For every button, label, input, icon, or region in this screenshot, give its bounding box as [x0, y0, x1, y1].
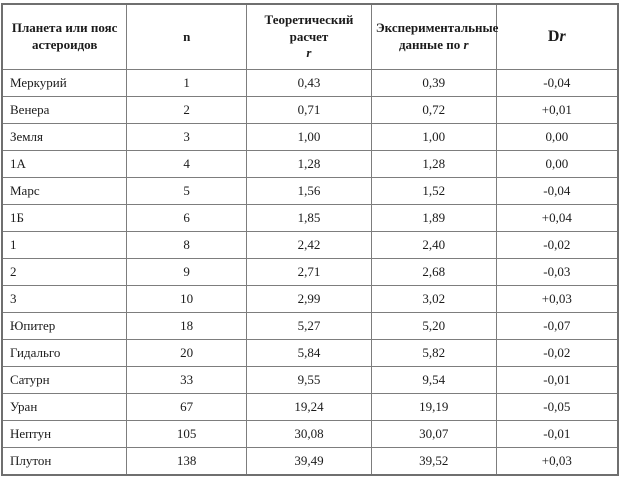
cell-n: 138 [127, 448, 247, 476]
cell-theoretical: 2,42 [247, 232, 372, 259]
header-n [127, 4, 247, 70]
cell-name: Марс [2, 178, 127, 205]
cell-theoretical: 19,24 [247, 394, 372, 421]
table-row [2, 313, 618, 340]
cell-theoretical: 30,08 [247, 421, 372, 448]
cell-experimental: 1,52 [371, 178, 496, 205]
cell-n: 1 [127, 70, 247, 97]
cell-dr: -0,02 [496, 232, 618, 259]
cell-name: Уран [2, 394, 127, 421]
cell-theoretical: 2,99 [247, 286, 372, 313]
cell-name: Земля [2, 124, 127, 151]
header-theoretical-r-symbol: r [306, 45, 312, 61]
cell-name: 1 [2, 232, 127, 259]
header-experimental-line2: данные по [398, 37, 461, 52]
cell-name: 1Б [2, 205, 127, 232]
cell-experimental: 3,02 [371, 286, 496, 313]
table-row [2, 151, 618, 178]
table-row [2, 367, 618, 394]
cell-theoretical: 0,71 [247, 97, 372, 124]
cell-n: 105 [127, 421, 247, 448]
header-planet-or-belt [2, 4, 127, 70]
cell-n: 10 [127, 286, 247, 313]
table-row [2, 286, 618, 313]
cell-experimental: 2,40 [371, 232, 496, 259]
cell-n: 67 [127, 394, 247, 421]
cell-name: 3 [2, 286, 127, 313]
cell-theoretical: 1,00 [247, 124, 372, 151]
table-row [2, 448, 618, 476]
table-row [2, 178, 618, 205]
cell-experimental: 1,89 [371, 205, 496, 232]
table-row [2, 70, 618, 97]
cell-n: 4 [127, 151, 247, 178]
cell-theoretical: 5,84 [247, 340, 372, 367]
cell-dr: -0,03 [496, 259, 618, 286]
cell-dr: 0,00 [496, 124, 618, 151]
table-row [2, 97, 618, 124]
cell-experimental: 5,20 [371, 313, 496, 340]
cell-dr: -0,01 [496, 421, 618, 448]
cell-name: Плутон [2, 448, 127, 476]
cell-dr: +0,03 [496, 448, 618, 476]
cell-n: 20 [127, 340, 247, 367]
header-theoretical-line1: Теоретический [264, 11, 354, 27]
cell-experimental: 1,00 [371, 124, 496, 151]
cell-name: Венера [2, 97, 127, 124]
header-dr-r-symbol: r [559, 27, 566, 45]
cell-dr: 0,00 [496, 151, 618, 178]
cell-name: 1А [2, 151, 127, 178]
table-body [2, 70, 618, 476]
header-experimental-line1: Экспериментальные [375, 20, 499, 36]
cell-dr: -0,07 [496, 313, 618, 340]
cell-dr: +0,01 [496, 97, 618, 124]
cell-name: Нептун [2, 421, 127, 448]
cell-experimental: 5,82 [371, 340, 496, 367]
cell-theoretical: 9,55 [247, 367, 372, 394]
table-row [2, 340, 618, 367]
cell-theoretical: 1,85 [247, 205, 372, 232]
cell-experimental: 2,68 [371, 259, 496, 286]
header-planet-label: Планета или пояс астероидов [11, 20, 118, 52]
cell-name: 2 [2, 259, 127, 286]
cell-theoretical: 1,28 [247, 151, 372, 178]
header-experimental-r-symbol: r [463, 37, 469, 52]
table-row [2, 232, 618, 259]
table-row [2, 394, 618, 421]
cell-dr: -0,04 [496, 70, 618, 97]
table-row [2, 259, 618, 286]
planet-data-table [1, 3, 619, 476]
header-n-label: n [183, 28, 191, 44]
cell-n: 5 [127, 178, 247, 205]
header-dr-d: D [547, 27, 560, 45]
cell-theoretical: 2,71 [247, 259, 372, 286]
cell-experimental: 0,39 [371, 70, 496, 97]
header-theoretical-line2: расчет [289, 28, 329, 44]
cell-n: 2 [127, 97, 247, 124]
header-row [2, 4, 618, 70]
cell-theoretical: 39,49 [247, 448, 372, 476]
cell-dr: -0,05 [496, 394, 618, 421]
table-row [2, 205, 618, 232]
cell-n: 6 [127, 205, 247, 232]
cell-n: 33 [127, 367, 247, 394]
cell-name: Юпитер [2, 313, 127, 340]
cell-theoretical: 5,27 [247, 313, 372, 340]
cell-name: Гидальго [2, 340, 127, 367]
cell-experimental: 1,28 [371, 151, 496, 178]
cell-n: 18 [127, 313, 247, 340]
cell-theoretical: 0,43 [247, 70, 372, 97]
cell-name: Сатурн [2, 367, 127, 394]
cell-experimental: 19,19 [371, 394, 496, 421]
cell-dr: -0,04 [496, 178, 618, 205]
cell-n: 9 [127, 259, 247, 286]
header-theoretical [247, 4, 372, 70]
cell-experimental: 30,07 [371, 421, 496, 448]
table-row [2, 124, 618, 151]
table-row [2, 421, 618, 448]
cell-experimental: 9,54 [371, 367, 496, 394]
cell-experimental: 0,72 [371, 97, 496, 124]
cell-experimental: 39,52 [371, 448, 496, 476]
cell-n: 8 [127, 232, 247, 259]
cell-dr: -0,01 [496, 367, 618, 394]
cell-theoretical: 1,56 [247, 178, 372, 205]
cell-dr: +0,04 [496, 205, 618, 232]
cell-name: Меркурий [2, 70, 127, 97]
header-dr [496, 4, 618, 70]
cell-dr: -0,02 [496, 340, 618, 367]
cell-n: 3 [127, 124, 247, 151]
cell-dr: +0,03 [496, 286, 618, 313]
header-experimental [371, 4, 499, 70]
